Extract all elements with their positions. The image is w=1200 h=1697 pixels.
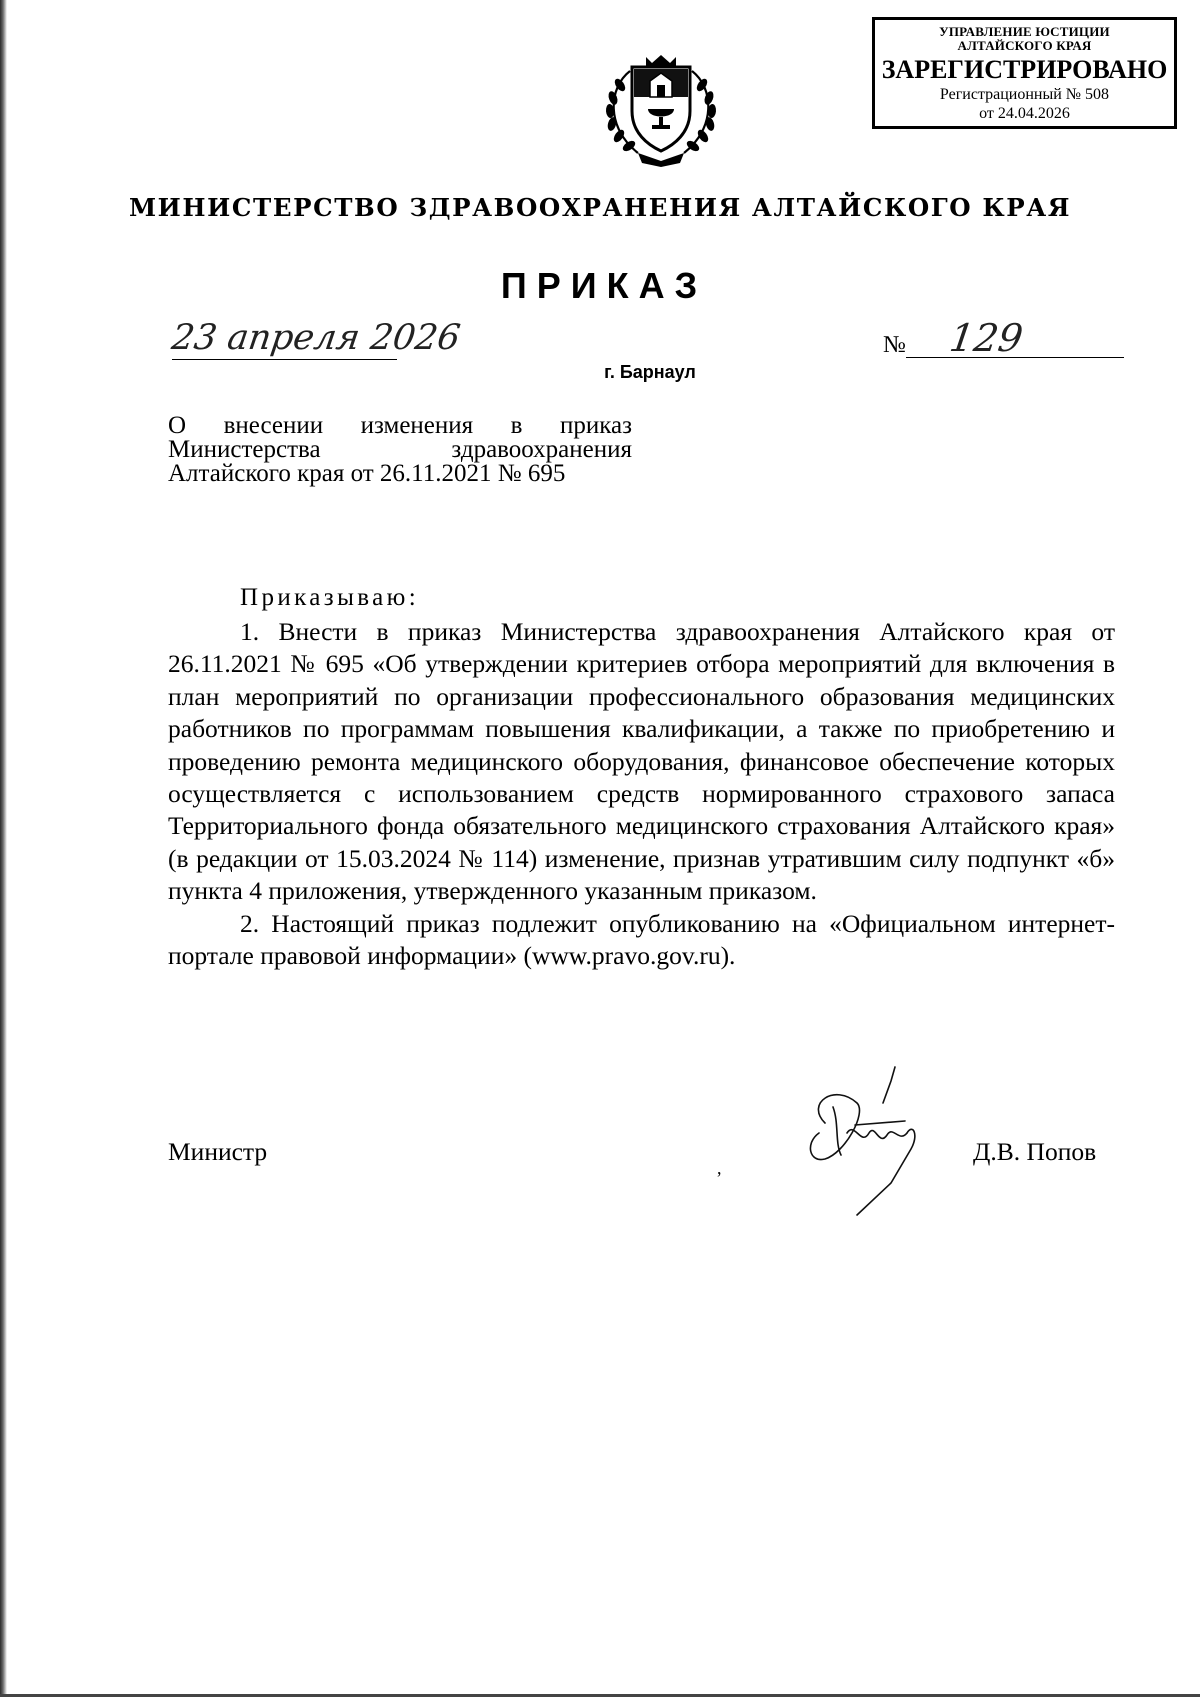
subject-line1: О внесении изменения в приказ (168, 412, 632, 439)
registration-stamp (872, 17, 1177, 129)
document-subject (168, 414, 632, 486)
city: г. Барнаул (604, 362, 696, 382)
document-type-title: ПРИКАЗ (500, 265, 708, 306)
stamp-status: ЗАРЕГИСТРИРОВАНО (881, 55, 1168, 84)
handwritten-signature (795, 1063, 935, 1223)
subject-line2: Министерства здравоохранения (168, 436, 632, 463)
stamp-organization-line1: УПРАВЛЕНИЕ ЮСТИЦИИ (939, 24, 1110, 39)
order-word: Приказываю: (240, 584, 420, 611)
signer-position: Министр (168, 1137, 268, 1166)
altai-krai-coat-of-arms-icon (600, 53, 722, 169)
stamp-organization-line2: АЛТАЙСКОГО КРАЯ (957, 38, 1092, 53)
paragraph-1: 1. Внести в приказ Министерства здравоохранения Алтайского края от 26.11.2021 № 695 «Об утверждении критериев отбора мероприятий для включения в план мероприятий по организации профессионального образования медицинских работников по программам повышения квалификации, а также по приобретению и проведению ремонта медицинского оборудования, финансовое обеспечение которых осуществляется с использованием средств нормированного страхового запаса Территориального фонда обязательного медицинского страхования Алтайского края» (в редакции от 15.03.2024 № 114) изменение, признав утратившим силу подпункт «б» пункта 4 приложения, утвержденного указанным приказом. (168, 617, 1115, 906)
stray-mark: , (717, 1158, 722, 1178)
subject-line3: Алтайского края от 26.11.2021 № 695 (168, 460, 566, 487)
date-underline (172, 359, 397, 360)
order-number: 129 (946, 316, 1026, 360)
stamp-registration-date: от 24.04.2026 (979, 105, 1070, 122)
document-body (168, 616, 1115, 972)
ministry-title: МИНИСТЕРСТВО ЗДРАВООХРАНЕНИЯ АЛТАЙСКОГО КРАЯ (128, 193, 1072, 222)
scan-left-edge (0, 0, 7, 1697)
number-sign: № (883, 332, 906, 358)
stamp-organization (875, 25, 1174, 53)
order-date: 23 апреля 2026 (169, 318, 463, 358)
paragraph-2: 2. Настоящий приказ подлежит опубликованию на «Официальном интернет-портале правовой информации» (www.pravo.gov.ru). (168, 908, 1115, 971)
signer-name: Д.В. Попов (973, 1137, 1097, 1166)
number-underline (906, 357, 1124, 358)
stamp-registration-number: Регистрационный № 508 (939, 86, 1110, 103)
